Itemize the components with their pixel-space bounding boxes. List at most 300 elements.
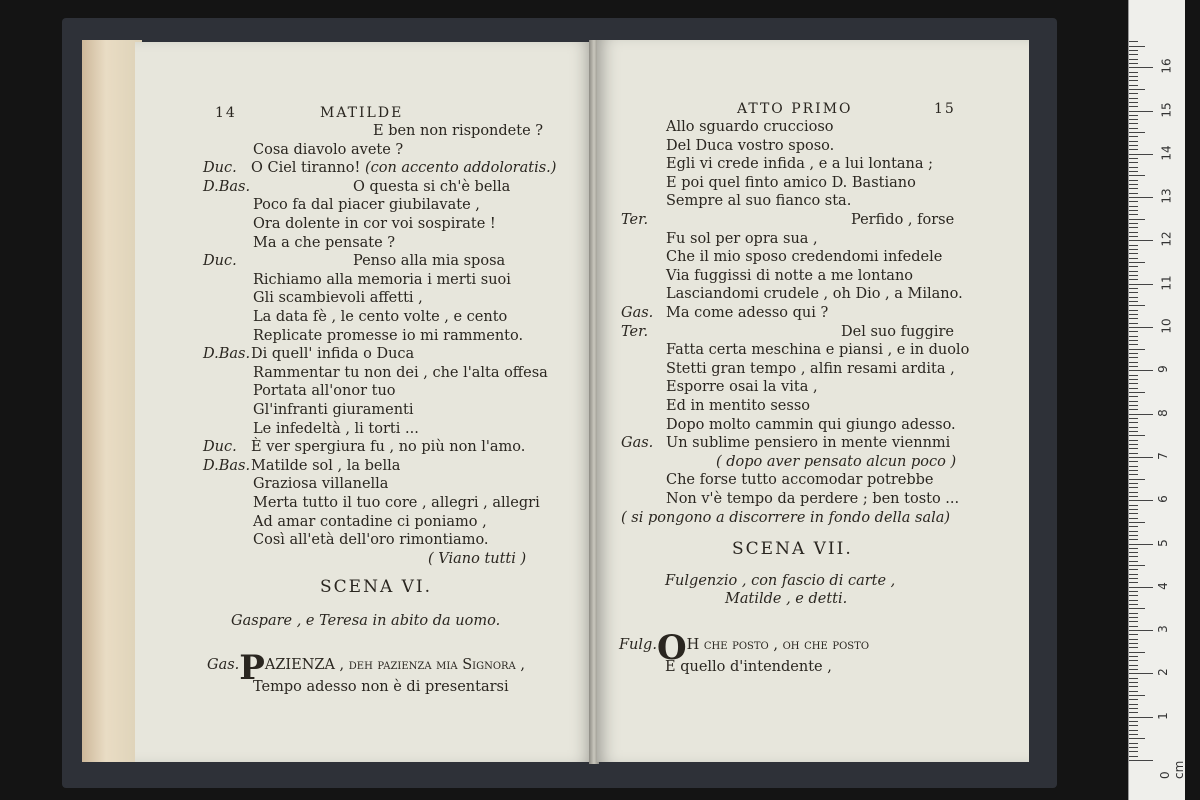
ruler-tick bbox=[1129, 669, 1138, 670]
ruler-tick bbox=[1129, 487, 1138, 488]
ruler-tick bbox=[1129, 531, 1138, 532]
verse-line bbox=[253, 196, 480, 214]
verse-text: Un sublime pensiero in mente viennmi bbox=[666, 435, 951, 452]
ruler-tick bbox=[1129, 643, 1138, 644]
drop-initial: P bbox=[239, 648, 265, 688]
ruler-tick bbox=[1129, 470, 1138, 471]
ruler-label: 9 bbox=[1155, 365, 1170, 374]
verse-text: Che il mio sposo credendomi infedele bbox=[666, 249, 943, 266]
ruler-tick bbox=[1129, 284, 1153, 285]
ruler-tick bbox=[1129, 578, 1138, 579]
verse-text: Allo sguardo cruccioso bbox=[666, 119, 834, 135]
ruler-label: 3 bbox=[1155, 625, 1170, 633]
ruler-tick bbox=[1129, 292, 1138, 293]
verse-text: Rammentar tu non dei , che l'alta offesa bbox=[253, 364, 548, 381]
verse-line bbox=[253, 494, 540, 512]
ruler-tick bbox=[1129, 591, 1138, 592]
stage-direction: (con accento addoloratis.) bbox=[364, 160, 557, 177]
ruler-tick bbox=[1129, 54, 1138, 55]
ruler-tick bbox=[1129, 604, 1138, 605]
verse-line bbox=[666, 490, 959, 508]
verse-text: Sempre al suo fianco sta. bbox=[666, 193, 852, 210]
ruler-tick bbox=[1129, 652, 1145, 653]
ruler-tick bbox=[1129, 349, 1145, 350]
ruler-tick bbox=[1129, 526, 1138, 527]
verse-text: Ma a che pensate ? bbox=[253, 234, 396, 251]
ruler-tick bbox=[1129, 660, 1138, 661]
ruler-tick bbox=[1129, 214, 1138, 215]
verse-text: Via fuggissi di notte a me lontano bbox=[666, 267, 914, 284]
verse-line bbox=[253, 475, 388, 493]
verse-line bbox=[253, 382, 396, 400]
verse-text: Non v'è tempo da perdere ; ben tosto ... bbox=[666, 491, 960, 507]
ruler-tick bbox=[1129, 556, 1138, 557]
scene-persons: Gaspare , e Teresa in abito da uomo. bbox=[231, 613, 501, 629]
ruler-tick bbox=[1129, 297, 1138, 298]
verse-line bbox=[666, 118, 834, 136]
verse-line bbox=[253, 215, 496, 233]
ruler-tick bbox=[1129, 600, 1138, 601]
scene-persons: Fulgenzio , con fascio di carte , bbox=[665, 573, 896, 589]
ruler-tick bbox=[1129, 80, 1138, 81]
ruler-tick bbox=[1129, 305, 1145, 306]
verse-line bbox=[666, 155, 933, 173]
ruler-tick bbox=[1129, 453, 1138, 454]
ruler-tick bbox=[1129, 474, 1138, 475]
ruler-tick bbox=[1129, 431, 1138, 432]
ruler-tick bbox=[1129, 301, 1138, 302]
ruler-tick bbox=[1129, 396, 1138, 397]
ruler-tick bbox=[1129, 691, 1138, 692]
verse-text: Ad amar contadine ci poniamo , bbox=[253, 513, 487, 530]
verse-text: Merta tutto il tuo core , allegri , allegri bbox=[253, 495, 540, 511]
ruler-tick bbox=[1129, 621, 1138, 622]
ruler-tick bbox=[1129, 344, 1138, 345]
ruler-tick bbox=[1129, 162, 1138, 163]
ruler-tick bbox=[1129, 93, 1138, 94]
ruler-tick bbox=[1129, 409, 1138, 410]
verse-text: Perfido , forse bbox=[851, 212, 955, 228]
ruler-tick bbox=[1129, 219, 1145, 220]
ruler-tick bbox=[1129, 89, 1145, 90]
verse-line bbox=[666, 230, 818, 248]
ruler-tick bbox=[1129, 673, 1153, 674]
ruler-tick bbox=[1129, 725, 1138, 726]
ruler-tick bbox=[1129, 262, 1145, 263]
ruler-tick bbox=[1129, 46, 1145, 47]
ruler-label: 15 bbox=[1159, 101, 1174, 118]
ruler-tick bbox=[1129, 513, 1138, 514]
ruler-label: 4 bbox=[1155, 581, 1170, 590]
ruler-tick bbox=[1129, 656, 1138, 657]
ruler-tick bbox=[1129, 193, 1138, 194]
ruler-tick bbox=[1129, 370, 1153, 371]
ruler-tick bbox=[1129, 734, 1138, 735]
ruler-tick bbox=[1129, 357, 1138, 358]
verse-line bbox=[253, 327, 523, 345]
ruler-label: 5 bbox=[1155, 538, 1170, 547]
ruler-tick bbox=[1129, 509, 1138, 510]
ruler-tick bbox=[1129, 171, 1138, 172]
ruler-tick bbox=[1129, 388, 1138, 389]
ruler-tick bbox=[1129, 232, 1138, 233]
verse-text: È quello d'intendente , bbox=[665, 659, 832, 675]
verse-line bbox=[253, 364, 548, 382]
ruler-tick bbox=[1129, 535, 1138, 536]
ruler-tick bbox=[1129, 154, 1153, 155]
ruler-tick bbox=[1129, 314, 1138, 315]
ruler-tick bbox=[1129, 115, 1138, 116]
ruler-tick bbox=[1129, 249, 1138, 250]
ruler-tick bbox=[1129, 323, 1138, 324]
ruler-tick bbox=[1129, 699, 1138, 700]
ruler-tick bbox=[1129, 275, 1138, 276]
ruler-tick bbox=[1129, 167, 1138, 168]
verse-line bbox=[621, 509, 950, 527]
ruler-tick bbox=[1129, 123, 1138, 124]
ruler-tick bbox=[1129, 145, 1138, 146]
verse-text: Esporre osai la vita , bbox=[666, 379, 818, 396]
ruler-tick bbox=[1129, 102, 1138, 103]
ruler-tick bbox=[1129, 85, 1138, 86]
page-edges bbox=[82, 40, 142, 762]
verse-line bbox=[253, 401, 414, 419]
stage-direction: ( Viano tutti ) bbox=[428, 550, 527, 567]
ruler-tick bbox=[1129, 712, 1138, 713]
ruler-tick bbox=[1129, 448, 1138, 449]
verse-line bbox=[253, 234, 395, 252]
stage-direction: ( si pongono a discorrere in fondo della sala) bbox=[621, 509, 951, 526]
verse-line bbox=[251, 345, 414, 363]
drop-initial: O bbox=[656, 628, 687, 668]
verse-text: Fatta certa meschina e piansi , e in duolo bbox=[666, 342, 970, 359]
ruler-tick bbox=[1129, 760, 1153, 761]
ruler-tick bbox=[1129, 466, 1138, 467]
verse-line bbox=[665, 658, 832, 676]
verse-line bbox=[253, 531, 489, 549]
ruler-label: 10 bbox=[1159, 318, 1174, 334]
verse-line bbox=[851, 211, 954, 229]
ruler-tick bbox=[1129, 266, 1138, 267]
ruler-tick bbox=[1129, 175, 1145, 176]
ruler-tick bbox=[1129, 608, 1145, 609]
verse-text: Graziosa villanella bbox=[253, 476, 389, 493]
ruler-tick bbox=[1129, 379, 1138, 380]
verse-line bbox=[251, 438, 525, 456]
ruler-tick bbox=[1129, 141, 1138, 142]
ruler-tick bbox=[1129, 747, 1138, 748]
ruler-tick bbox=[1129, 318, 1138, 319]
verse-line bbox=[666, 471, 934, 489]
ruler-tick bbox=[1129, 756, 1138, 757]
verse-line bbox=[841, 323, 954, 341]
ruler-tick bbox=[1129, 279, 1138, 280]
ruler-tick bbox=[1129, 595, 1138, 596]
ruler-label: 6 bbox=[1155, 495, 1170, 504]
ruler-tick bbox=[1129, 505, 1138, 506]
ruler-tick bbox=[1129, 111, 1153, 112]
right-page bbox=[597, 40, 1029, 762]
verse-line bbox=[251, 159, 556, 177]
ruler-tick bbox=[1129, 158, 1138, 159]
ruler-tick bbox=[1129, 223, 1138, 224]
verse-text: Fu sol per opra sua , bbox=[666, 230, 818, 247]
ruler-tick bbox=[1129, 522, 1145, 523]
ruler-tick bbox=[1129, 617, 1138, 618]
verse-text: Le infedeltà , li torti ... bbox=[253, 420, 419, 437]
verse-text: Ora dolente in cor voi sospirate ! bbox=[253, 216, 496, 232]
ruler-tick bbox=[1129, 569, 1138, 570]
verse-line bbox=[716, 453, 956, 471]
ruler-tick bbox=[1129, 427, 1138, 428]
ruler-label: 1 bbox=[1155, 711, 1170, 720]
measurement-ruler bbox=[1128, 0, 1185, 800]
verse-line bbox=[253, 513, 487, 531]
scene-title: SCENA VII. bbox=[732, 539, 853, 559]
ruler-tick bbox=[1129, 418, 1138, 419]
ruler-label: 11 bbox=[1159, 275, 1174, 291]
verse-line bbox=[666, 360, 955, 378]
ruler-tick bbox=[1129, 496, 1138, 497]
verse-line bbox=[666, 416, 956, 434]
ruler-tick bbox=[1129, 414, 1153, 415]
verse-text: Lasciandomi crudele , oh Dio , a Milano. bbox=[666, 286, 963, 303]
ruler-tick bbox=[1129, 236, 1138, 237]
verse-text: Matilde sol , la bella bbox=[251, 457, 401, 474]
ruler-tick bbox=[1129, 704, 1138, 705]
ruler-tick bbox=[1129, 63, 1138, 64]
ruler-tick bbox=[1129, 552, 1138, 553]
ruler-tick bbox=[1129, 483, 1138, 484]
ruler-tick bbox=[1129, 258, 1138, 259]
ruler-tick bbox=[1129, 106, 1138, 107]
verse-text: Del Duca vostro sposo. bbox=[666, 137, 835, 154]
verse-text: H che posto , oh che posto bbox=[686, 637, 870, 653]
ruler-tick bbox=[1129, 401, 1138, 402]
ruler-label: 12 bbox=[1159, 231, 1174, 248]
ruler-tick bbox=[1129, 72, 1138, 73]
ruler-tick bbox=[1129, 721, 1138, 722]
speaker-name: D.Bas. bbox=[203, 346, 251, 363]
ruler-tick bbox=[1129, 435, 1145, 436]
ruler-tick bbox=[1129, 444, 1138, 445]
speaker-name: Gas. bbox=[207, 657, 240, 673]
verse-line bbox=[353, 178, 510, 196]
ruler-label: 14 bbox=[1159, 145, 1174, 161]
ruler-tick bbox=[1129, 682, 1138, 683]
ruler-tick bbox=[1129, 67, 1153, 68]
ruler-tick bbox=[1129, 613, 1138, 614]
ruler-tick bbox=[1129, 678, 1138, 679]
verse-text: AZIENZA , deh pazienza mia Signora , bbox=[264, 657, 525, 673]
ruler-tick bbox=[1129, 665, 1138, 666]
verse-line bbox=[251, 457, 400, 475]
verse-line bbox=[666, 378, 818, 396]
ruler-tick bbox=[1129, 708, 1138, 709]
verse-text: O questa si ch'è bella bbox=[353, 178, 511, 195]
ruler-tick bbox=[1129, 751, 1138, 752]
ruler-tick bbox=[1129, 245, 1138, 246]
ruler-tick bbox=[1129, 288, 1138, 289]
ruler-tick bbox=[1129, 730, 1138, 731]
ruler-tick bbox=[1129, 634, 1138, 635]
ruler-tick bbox=[1129, 582, 1138, 583]
verse-line bbox=[666, 285, 963, 303]
ruler-label: 8 bbox=[1155, 408, 1170, 417]
ruler-tick bbox=[1129, 695, 1145, 696]
speaker-name: D.Bas. bbox=[203, 178, 251, 195]
ruler-tick bbox=[1129, 149, 1138, 150]
verse-line bbox=[253, 308, 507, 326]
verse-line bbox=[253, 289, 423, 307]
ruler-tick bbox=[1129, 98, 1138, 99]
stage-direction: ( dopo aver pensato alcun poco ) bbox=[716, 453, 957, 470]
page-number: 15 bbox=[934, 101, 956, 117]
ruler-tick bbox=[1129, 574, 1138, 575]
ruler-tick bbox=[1129, 738, 1145, 739]
page-number: 14 bbox=[215, 105, 237, 121]
ruler-tick bbox=[1129, 353, 1138, 354]
running-header: MATILDE bbox=[320, 105, 404, 121]
ruler-tick bbox=[1129, 331, 1138, 332]
verse-text: Gli scambievoli affetti , bbox=[253, 290, 423, 307]
verse-text: Penso alla mia sposa bbox=[353, 253, 506, 270]
verse-text: Portata all'onor tuo bbox=[253, 383, 396, 400]
verse-text: Così all'età dell'oro rimontiamo. bbox=[253, 532, 489, 549]
verse-text: Dopo molto cammin qui giungo adesso. bbox=[666, 416, 956, 433]
speaker-name: Ter. bbox=[621, 212, 649, 228]
ruler-tick bbox=[1129, 500, 1153, 501]
ruler-tick bbox=[1129, 544, 1153, 545]
ruler-tick bbox=[1129, 461, 1138, 462]
verse-text: Ma come adesso qui ? bbox=[666, 305, 829, 321]
verse-text: E poi quel finto amico D. Bastiano bbox=[666, 174, 916, 191]
verse-text: È ver spergiura fu , no più non l'amo. bbox=[251, 439, 526, 456]
ruler-tick bbox=[1129, 422, 1138, 423]
scene-persons: Matilde , e detti. bbox=[725, 591, 848, 607]
verse-text: Stetti gran tempo , alfin resami ardita , bbox=[666, 360, 955, 377]
verse-line bbox=[666, 248, 942, 266]
ruler-label: 16 bbox=[1159, 58, 1174, 74]
ruler-tick bbox=[1129, 253, 1138, 254]
ruler-tick bbox=[1129, 383, 1138, 384]
verse-line bbox=[666, 192, 851, 210]
ruler-tick bbox=[1129, 717, 1153, 718]
verse-line bbox=[666, 304, 828, 322]
ruler-tick bbox=[1129, 565, 1145, 566]
ruler-tick bbox=[1129, 184, 1138, 185]
ruler-tick bbox=[1129, 188, 1138, 189]
verse-text: Replicate promesse io mi rammento. bbox=[253, 327, 524, 344]
ruler-tick bbox=[1129, 492, 1138, 493]
ruler-tick bbox=[1129, 639, 1138, 640]
verse-text: Poco fa dal piacer giubilavate , bbox=[253, 197, 480, 214]
verse-line bbox=[666, 174, 916, 192]
verse-text: Richiamo alla memoria i merti suoi bbox=[253, 271, 511, 288]
ruler-tick bbox=[1129, 686, 1138, 687]
running-header: ATTO PRIMO bbox=[737, 101, 853, 117]
speaker-name: D.Bas. bbox=[203, 457, 251, 474]
ruler-tick bbox=[1129, 647, 1138, 648]
ruler-tick bbox=[1129, 206, 1138, 207]
ruler-tick bbox=[1129, 587, 1153, 588]
speaker-name: Gas. bbox=[621, 435, 654, 452]
speaker-name: Gas. bbox=[621, 305, 654, 321]
speaker-name: Duc. bbox=[203, 439, 237, 456]
verse-line bbox=[666, 397, 810, 415]
verse-text: O Ciel tiranno! bbox=[251, 160, 365, 177]
verse-line bbox=[253, 420, 419, 438]
ruler-tick bbox=[1129, 271, 1138, 272]
ruler-tick bbox=[1129, 340, 1138, 341]
verse-text: Egli vi crede infida , e a lui lontana ; bbox=[666, 156, 934, 173]
ruler-tick bbox=[1129, 41, 1138, 42]
speaker-name: Duc. bbox=[203, 160, 237, 177]
ruler-tick bbox=[1129, 366, 1138, 367]
ruler-tick bbox=[1129, 240, 1153, 241]
ruler-tick bbox=[1129, 310, 1138, 311]
ruler-tick bbox=[1129, 76, 1138, 77]
ruler-tick bbox=[1129, 405, 1138, 406]
verse-text: Che forse tutto accomodar potrebbe bbox=[666, 472, 934, 489]
verse-line bbox=[253, 141, 403, 159]
verse-line bbox=[373, 122, 543, 140]
verse-text: Di quell' infida o Duca bbox=[251, 346, 415, 363]
ruler-tick bbox=[1129, 119, 1138, 120]
ruler-tick bbox=[1129, 59, 1138, 60]
ruler-tick bbox=[1129, 479, 1145, 480]
ruler-tick bbox=[1129, 136, 1138, 137]
ruler-tick bbox=[1129, 132, 1145, 133]
verse-text: E ben non rispondete ? bbox=[373, 123, 544, 139]
ruler-tick bbox=[1129, 561, 1138, 562]
verse-line bbox=[353, 252, 505, 270]
ruler-tick bbox=[1129, 201, 1138, 202]
verse-text: Del suo fuggire bbox=[841, 323, 954, 340]
ruler-label: 7 bbox=[1155, 452, 1170, 460]
verse-line bbox=[666, 434, 950, 452]
verse-text: Tempo adesso non è di presentarsi bbox=[253, 679, 509, 695]
ruler-tick bbox=[1129, 128, 1138, 129]
ruler-tick bbox=[1129, 227, 1138, 228]
ruler-tick bbox=[1129, 336, 1138, 337]
ruler-tick bbox=[1129, 375, 1138, 376]
verse-line bbox=[253, 271, 511, 289]
ruler-tick bbox=[1129, 362, 1138, 363]
verse-line bbox=[666, 341, 969, 359]
verse-text: Ed in mentito sesso bbox=[666, 398, 810, 414]
verse-text: Gl'infranti giuramenti bbox=[253, 402, 414, 418]
scene-title: SCENA VI. bbox=[320, 577, 433, 597]
ruler-tick bbox=[1129, 50, 1138, 51]
ruler-tick bbox=[1129, 518, 1138, 519]
ruler-tick bbox=[1129, 440, 1138, 441]
verse-text: Cosa diavolo avete ? bbox=[253, 141, 404, 158]
ruler-tick bbox=[1129, 548, 1138, 549]
verse-line bbox=[253, 678, 509, 696]
verse-line bbox=[666, 137, 834, 155]
verse-line bbox=[428, 550, 526, 568]
ruler-tick bbox=[1129, 197, 1153, 198]
ruler-tick bbox=[1129, 626, 1138, 627]
speaker-name: Duc. bbox=[203, 253, 237, 270]
ruler-tick bbox=[1129, 210, 1138, 211]
ruler-tick bbox=[1129, 539, 1138, 540]
ruler-tick bbox=[1129, 743, 1138, 744]
speaker-name: Fulg. bbox=[619, 637, 657, 653]
ruler-tick bbox=[1129, 327, 1153, 328]
ruler-tick bbox=[1129, 630, 1153, 631]
